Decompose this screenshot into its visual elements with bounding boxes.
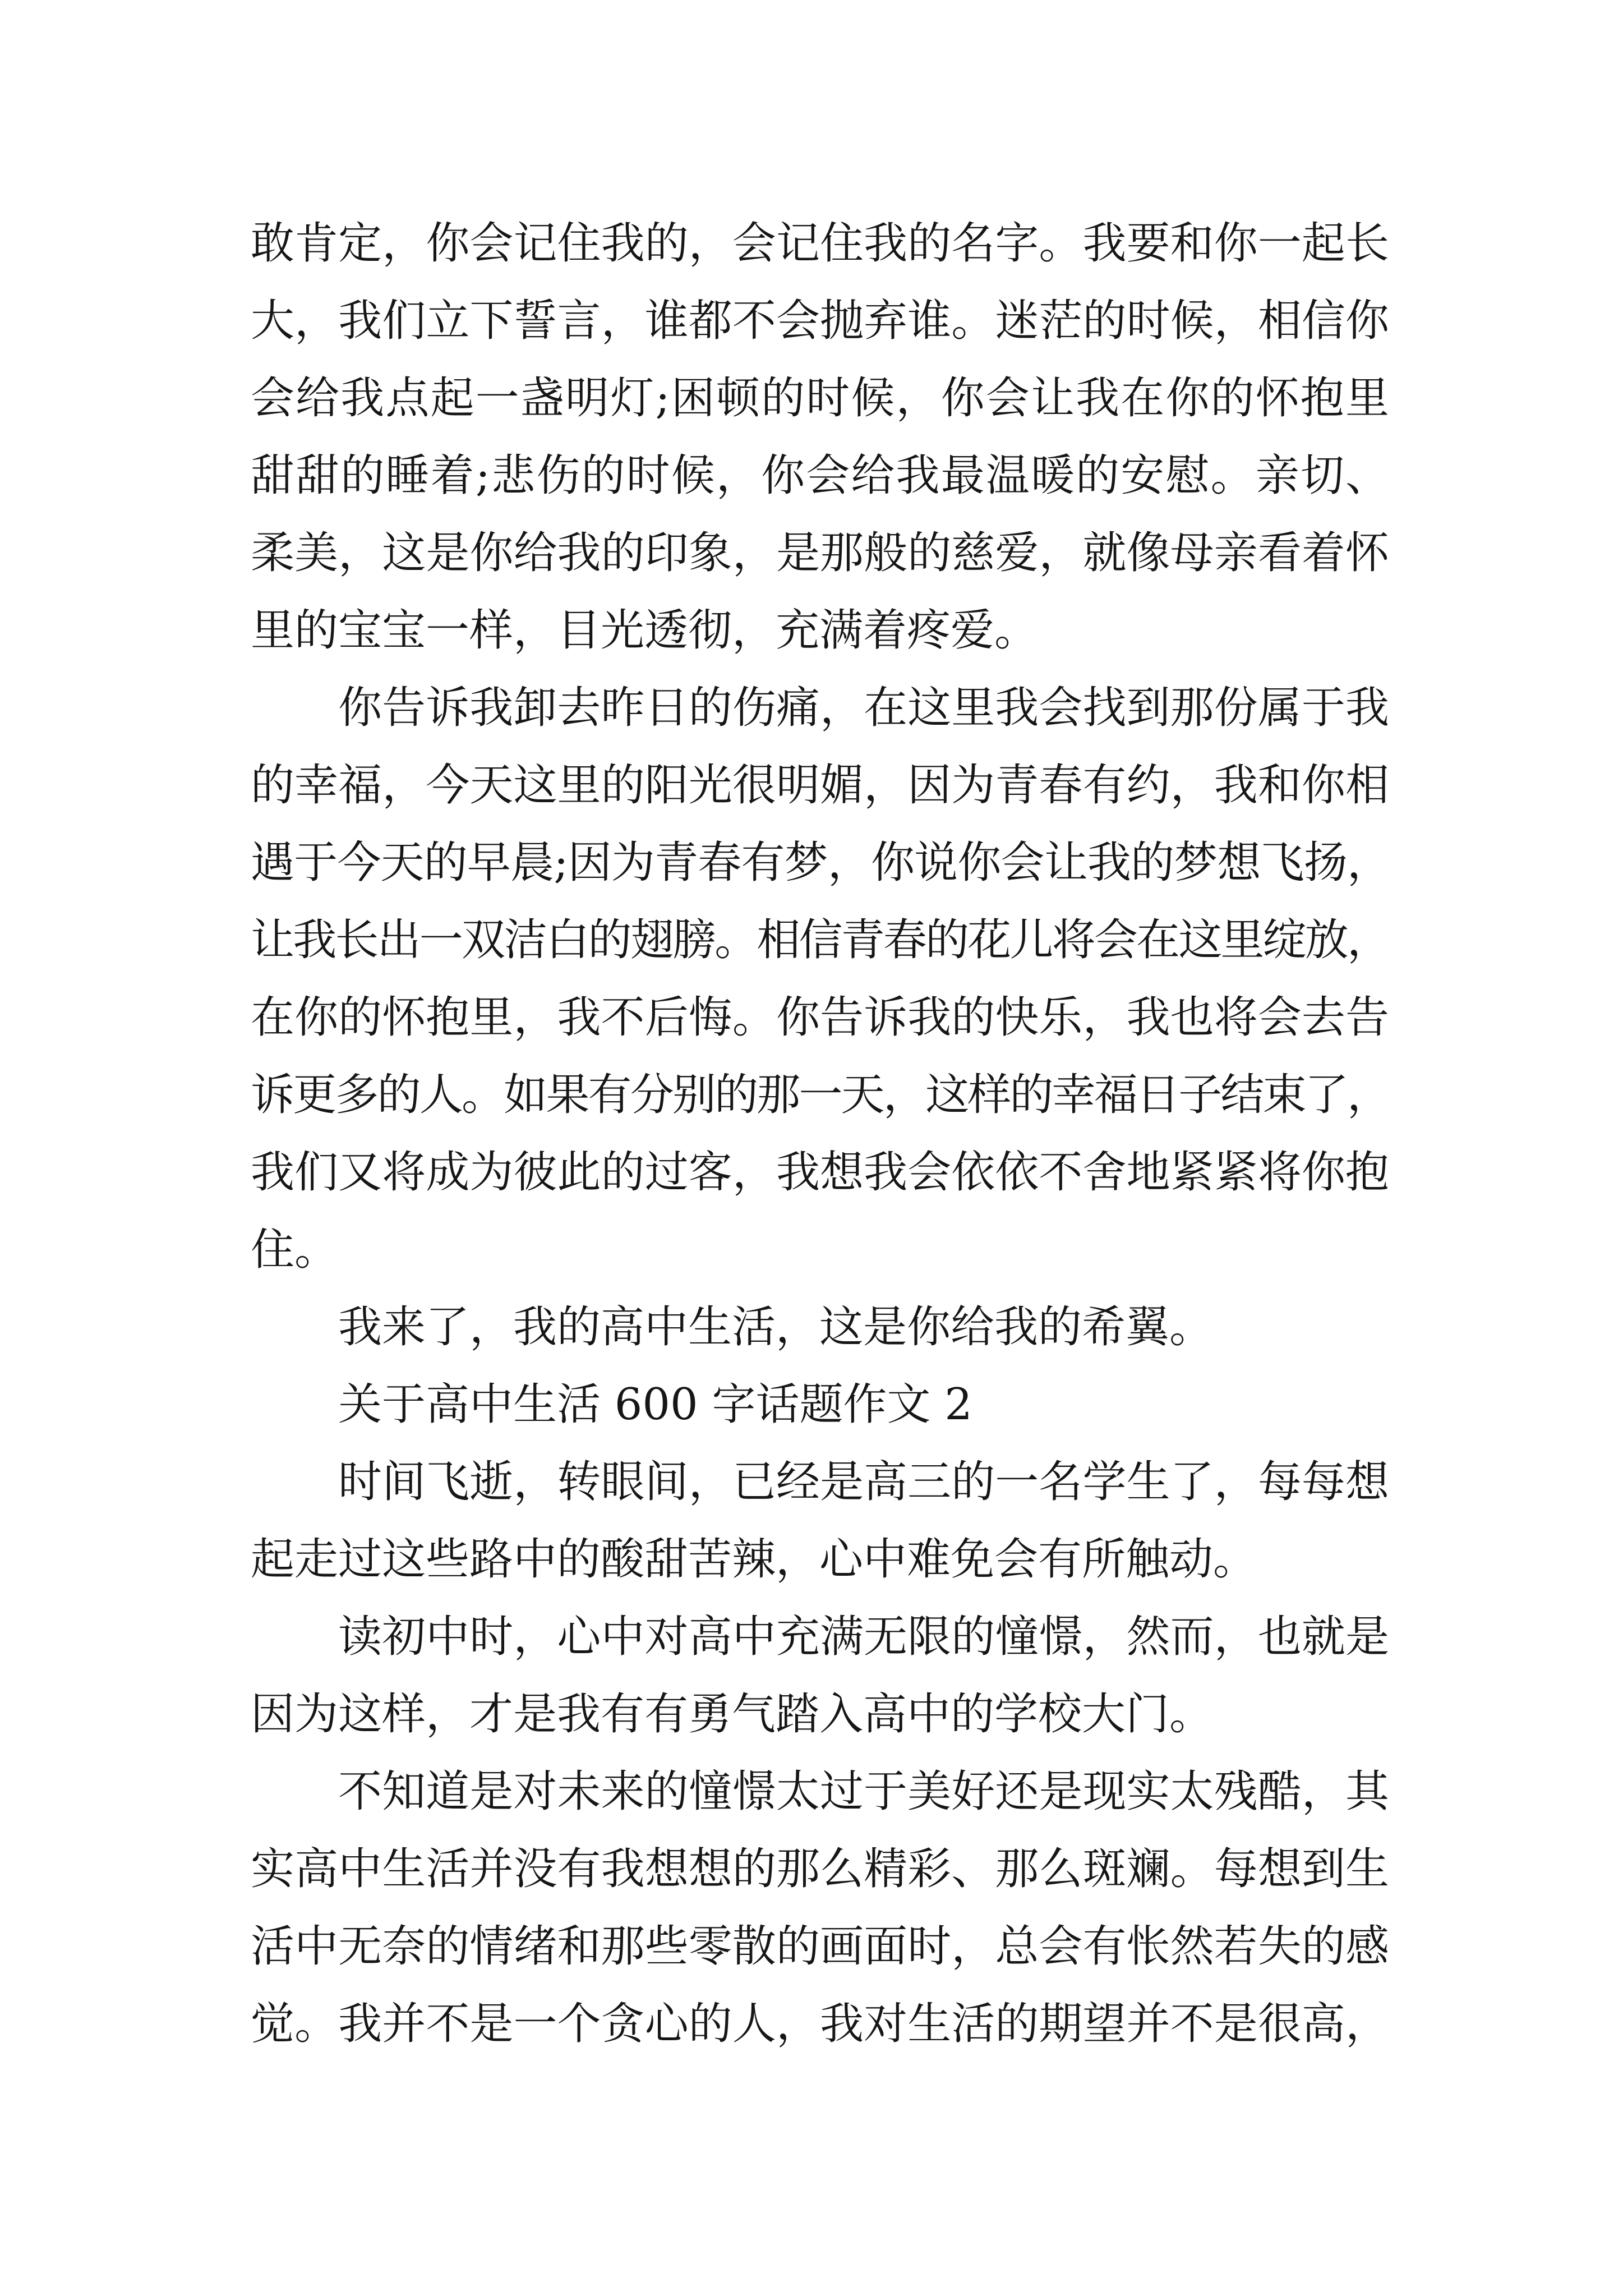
text-line: 活中无奈的情绪和那些零散的画面时，总会有怅然若失的感 — [251, 1921, 1389, 1972]
text-line: 的幸福，今天这里的阳光很明媚，因为青春有约，我和你相 — [251, 760, 1389, 811]
text-line: 读初中时，心中对高中充满无限的憧憬，然而，也就是 — [338, 1612, 1389, 1662]
section-title — [251, 1366, 1389, 1443]
section-title-text: 关于高中生活 600 字话题作文 2 — [338, 1379, 972, 1430]
text-line: 我们又将成为彼此的过客，我想我会依依不舍地紧紧将你抱 — [251, 1147, 1389, 1198]
text-line: 大，我们立下誓言，谁都不会抛弃谁。迷茫的时候，相信你 — [251, 296, 1389, 346]
text-line: 甜甜的睡着;悲伤的时候，你会给我最温暖的安慰。亲切、 — [251, 450, 1389, 501]
text-line: 不知道是对未来的憧憬太过于美好还是现实太残酷，其 — [338, 1766, 1389, 1817]
text-line: 在你的怀抱里，我不后悔。你告诉我的快乐，我也将会去告 — [251, 992, 1389, 1043]
paragraph — [251, 1753, 1389, 2063]
paragraph — [251, 1289, 1389, 1366]
document-body — [251, 205, 1389, 2063]
text-line: 敢肯定，你会记住我的，会记住我的名字。我要和你一起长 — [251, 218, 1389, 269]
text-line: 实高中生活并没有我想想的那么精彩、那么斑斓。每想到生 — [251, 1844, 1389, 1894]
paragraph — [251, 1598, 1389, 1753]
paragraph — [251, 205, 1389, 669]
text-line: 住。 — [251, 1225, 339, 1275]
text-line: 时间飞逝，转眼间，已经是高三的一名学生了，每每想 — [338, 1457, 1389, 1507]
text-line: 会给我点起一盏明灯;困顿的时候，你会让我在你的怀抱里 — [251, 373, 1389, 424]
text-line: 遇于今天的早晨;因为青春有梦，你说你会让我的梦想飞扬， — [251, 838, 1389, 888]
text-line: 诉更多的人。如果有分别的那一天，这样的幸福日子结束了， — [251, 1070, 1389, 1120]
paragraph — [251, 1443, 1389, 1598]
text-line: 我来了，我的高中生活，这是你给我的希翼。 — [338, 1302, 1214, 1352]
text-line: 柔美，这是你给我的印象，是那般的慈爱，就像母亲看着怀 — [251, 528, 1389, 578]
text-line: 因为这样，才是我有有勇气踏入高中的学校大门。 — [251, 1689, 1214, 1740]
paragraph — [251, 669, 1389, 1289]
text-line: 里的宝宝一样，目光透彻，充满着疼爱。 — [251, 605, 1039, 656]
text-line: 你告诉我卸去昨日的伤痛，在这里我会找到那份属于我 — [338, 683, 1389, 733]
text-line: 让我长出一双洁白的翅膀。相信青春的花儿将会在这里绽放， — [251, 915, 1389, 965]
text-line: 起走过这些路中的酸甜苦辣，心中难免会有所触动。 — [251, 1534, 1257, 1585]
text-line: 觉。我并不是一个贪心的人，我对生活的期望并不是很高， — [251, 1999, 1389, 2049]
